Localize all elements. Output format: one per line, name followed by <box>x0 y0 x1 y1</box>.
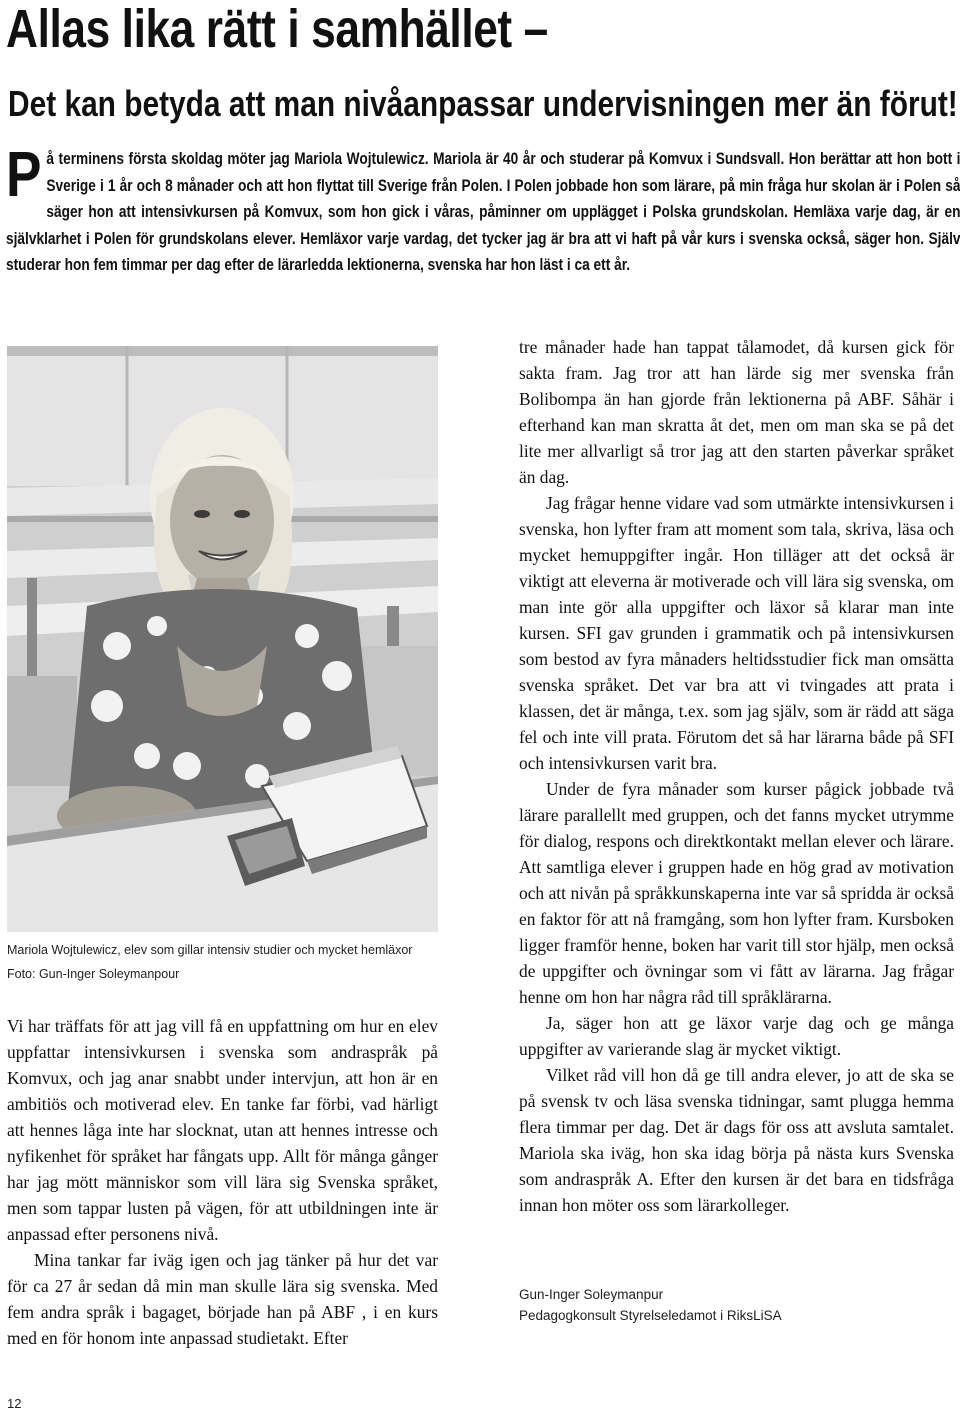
body-paragraph: Mina tankar far iväg igen och jag tänker på hur det var för ca 27 år sedan då min man skulle lära sig svenska. Med fem andra språk i bagaget, började han på ABF , i en kurs med en för honom inte anpassad studietakt. Efter <box>7 1250 438 1348</box>
body-paragraph: Under de fyra månader som kurser pågick jobbade två lärare parallellt med gruppen, och det fanns mycket utrymme för dialog, respons och direktkontakt mellan elever och lärare. Att samtliga elever i gruppen hade en hög grad av motivation och att nivån på språkkunskaperna inte var så spridda är också en faktor för att nå framgång, som hon lyfter fram. Kursboken ligger framför henne, boken har varit till stor hjälp, men också de uppgifter och övningar som vi fått av lärarna. Jag frågar henne om hon har några råd till språklärarna. <box>519 779 954 1007</box>
portrait-photo <box>7 346 438 932</box>
photo-credit: Foto: Gun-Inger Soleymanpour <box>7 967 180 981</box>
page-number: 12 <box>7 1396 22 1411</box>
author-signature <box>519 1284 782 1326</box>
lead-text: å terminens första skoldag möter jag Mariola Wojtulewicz. Mariola är 40 år och studerar på Komvux i Sundsvall. Hon berättar att hon bott i Sverige i 1 år och 8 månader och att hon flyttat till Sverige från Polen. I Polen jobbade hon som lärare, på min fråga hur skolan är i Polen så säger hon att intensivkursen på Komvux, som hon gick i våras, påminner om upplägget i Polska grundskolan. Hemläxa varje dag, är en självklarhet i Polen för grundskolans elever. Hemläxor varje vardag, det tycker jag är bra att vi haft på vår kurs i svenska också, säger hon. Själv studerar hon fem timmar per dag efter de lärarledda lektionerna, svenska har hon läst i ca ett år. <box>6 150 960 274</box>
photo-caption-block <box>7 938 447 986</box>
body-paragraph: Ja, säger hon att ge läxor varje dag och ge många uppgifter av varierande slag är mycket viktigt. <box>519 1013 954 1059</box>
lead-paragraph <box>6 138 960 279</box>
author-name: Gun-Inger Soleymanpur <box>519 1287 664 1302</box>
body-paragraph: tre månader hade han tappat tålamodet, då kursen gick för sakta fram. Jag tror att han lärde sig mer svenska från Bolibompa än han gjorde från lektionerna på ABF. Såhär i efterhand kan man skratta åt det, men om man ska se på det lite mer allvarligt så tror jag att den starten påverkar språket än dag. <box>519 337 954 487</box>
right-column <box>519 334 954 1218</box>
left-column <box>7 1013 438 1351</box>
body-paragraph: Jag frågar henne vidare vad som utmärkte intensivkursen i svenska, hon lyfter fram att moment som tala, skriva, läsa och mycket hemuppgifter ingår. Hon tilläger att det också är viktigt att eleverna är motiverade och vill lära sig svenska, om man inte gör alla uppgifter och läxor så klarar man inte kursen. SFI gav grunden i grammatik och på intensivkursen som bestod av fyra månaders heltidsstudier fick man omsätta svenska språket. Det var bra att vi tvingades att prata i klassen, det är många, t.ex. som jag själv, som är rädd att säga fel och inte vill prata. Förutom det så har lärarna både på SFI och intensivkursen varit bra. <box>519 493 954 773</box>
author-role: Pedagogkonsult Styrelseledamot i RiksLiSA <box>519 1308 782 1323</box>
body-paragraph: Vilket råd vill hon då ge till andra elever, jo att de ska se på svensk tv och läsa svenska tidningar, samt plugga hemma flera timmar per dag. Det är dags för oss att avsluta samtalet. Mariola ska iväg, hon ska idag börja på nästa kurs Svenska som andraspråk A. Efter den kursen är det bara en tidsfråga innan hon möter oss som lärarkolleger. <box>519 1065 954 1215</box>
photo-caption: Mariola Wojtulewicz, elev som gillar intensiv studier och mycket hemläxor <box>7 943 413 957</box>
portrait-illustration <box>7 346 438 932</box>
article-title: Allas lika rätt i samhället – <box>6 0 548 59</box>
body-paragraph: Vi har träffats för att jag vill få en uppfattning om hur en elev uppfattar intensivkursen i svenska som andraspråk på Komvux, och jag anar snabbt under intervjun, att hon är en ambitiös och motiverad elev. En tanke far förbi, vad härligt att hennes låga inte har slocknat, utan att hennes intresse och nyfikenhet för språket har fångats upp. Allt för många gånger har jag mött människor som vill lära sig Svenska språket, men som tappar lusten på vägen, för att utbildningen inte är anpassad efter personens nivå. <box>7 1016 438 1244</box>
drop-cap: P <box>6 138 42 210</box>
article-subtitle: Det kan betyda att man nivåanpassar undervisningen mer än förut! <box>8 83 958 124</box>
